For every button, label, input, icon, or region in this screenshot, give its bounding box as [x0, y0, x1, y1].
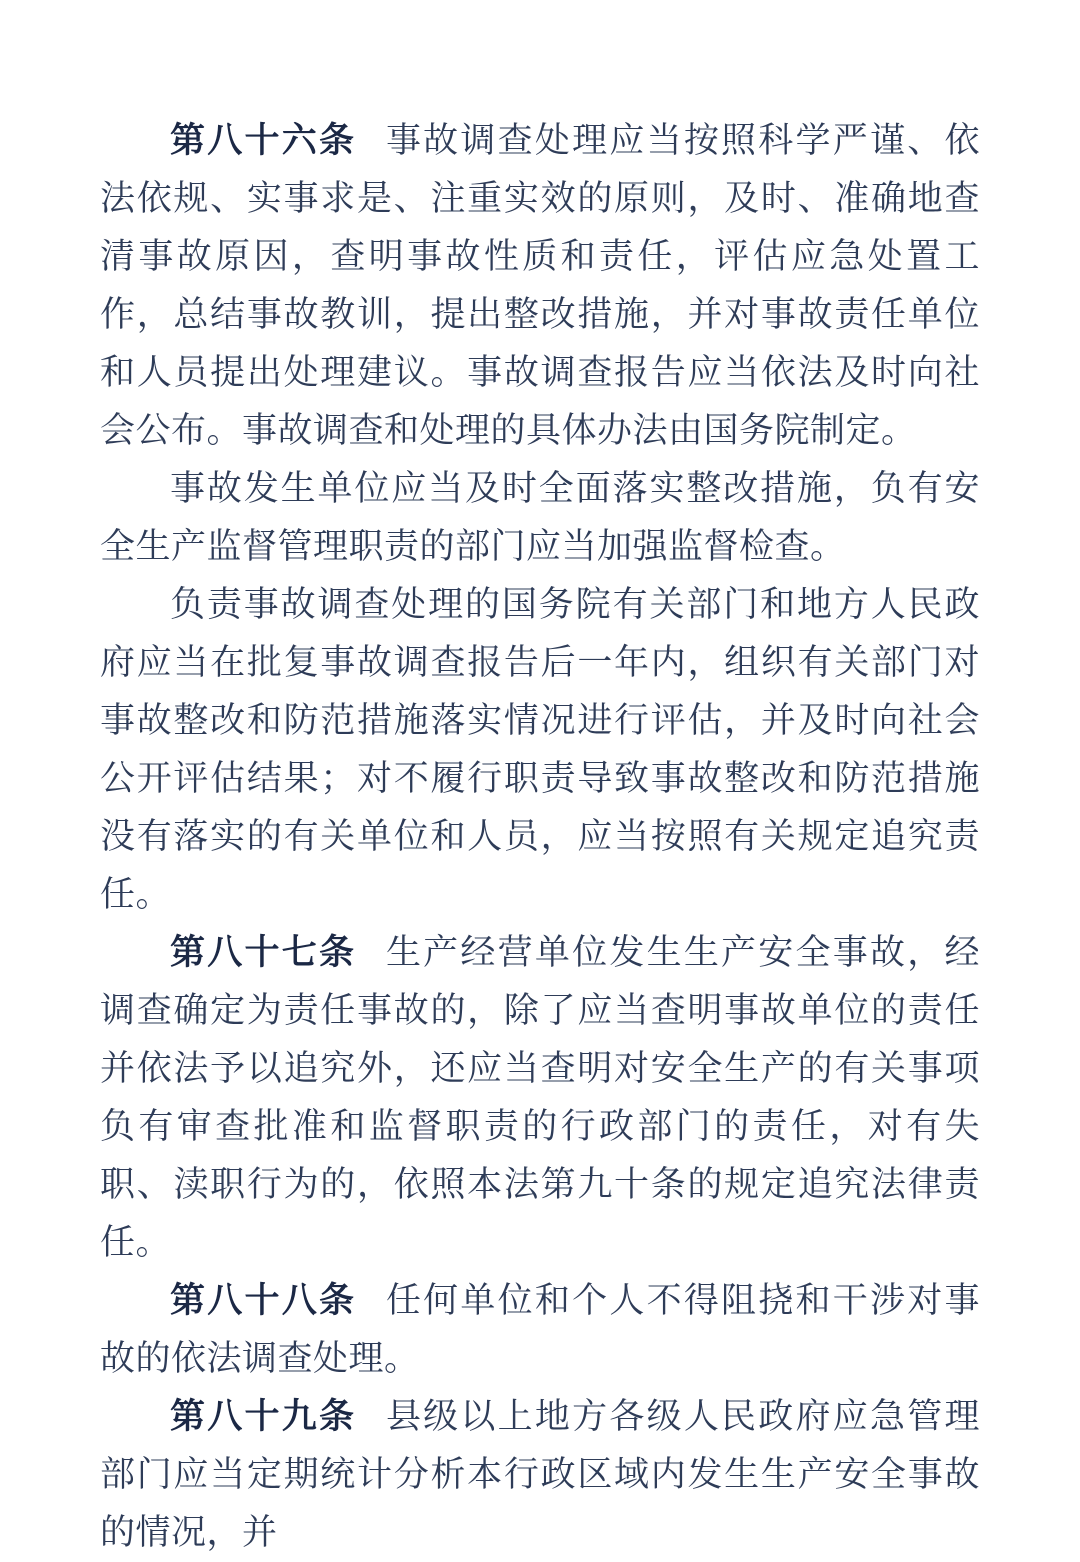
article-87-text: 生产经营单位发生生产安全事故，经调查确定为责任事故的，除了应当查明事故单位的责任并依法予以追究外，还应当查明对安全生产的有关事项负有审查批准和监督职责的行政部门的责任，对有失职、渎职行为的，依照本法第九十条的规定追究法律责任。	[100, 933, 980, 1262]
article-89-number: 第八十九条	[170, 1397, 357, 1436]
article-86-clause-3-text: 负责事故调查处理的国务院有关部门和地方人民政府应当在批复事故调查报告后一年内，组织有关部门对事故整改和防范措施落实情况进行评估，并及时向社会公开评估结果；对不履行职责导致事故整改和防范措施没有落实的有关单位和人员，应当按照有关规定追究责任。	[100, 585, 980, 914]
article-89-text: 县级以上地方各级人民政府应急管理部门应当定期统计分析本行政区域内发生生产安全事故的情况，并	[100, 1397, 980, 1552]
article-86-text: 事故调查处理应当按照科学严谨、依法依规、实事求是、注重实效的原则，及时、准确地查清事故原因，查明事故性质和责任，评估应急处置工作，总结事故教训，提出整改措施，并对事故责任单位和人员提出处理建议。事故调查报告应当依法及时向社会公布。事故调查和处理的具体办法由国务院制定。	[100, 121, 980, 450]
paragraph-article-89	[100, 1388, 980, 1562]
article-86-number: 第八十六条	[170, 121, 357, 160]
paragraph-article-86-clause-3	[100, 576, 980, 924]
paragraph-article-86	[100, 112, 980, 460]
paragraph-article-86-clause-2	[100, 460, 980, 576]
paragraph-article-88	[100, 1272, 980, 1388]
article-86-clause-2-text: 事故发生单位应当及时全面落实整改措施，负有安全生产监督管理职责的部门应当加强监督检查。	[100, 469, 980, 566]
article-88-number: 第八十八条	[170, 1281, 357, 1320]
article-88-text: 任何单位和个人不得阻挠和干涉对事故的依法调查处理。	[100, 1281, 980, 1378]
article-87-number: 第八十七条	[170, 933, 357, 972]
legal-text-body	[100, 112, 980, 1562]
paragraph-article-87	[100, 924, 980, 1272]
